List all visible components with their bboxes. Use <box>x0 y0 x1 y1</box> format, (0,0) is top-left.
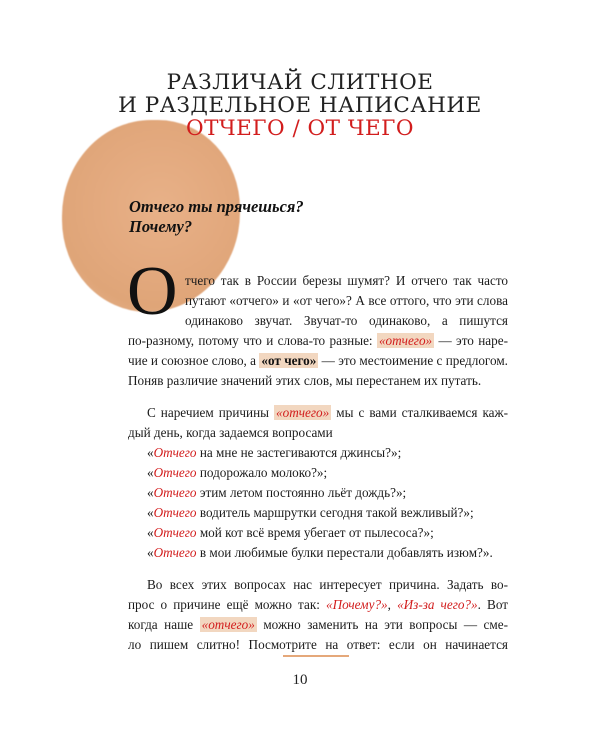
highlight-otchego-2: «отчего» <box>276 405 330 420</box>
example-word: Отчего <box>153 505 197 520</box>
p2-line-1 <box>147 403 508 422</box>
p3-line-3 <box>128 615 508 634</box>
example-word: Отчего <box>153 445 197 460</box>
example-word: Отчего <box>153 545 197 560</box>
quote-open: « <box>147 485 154 500</box>
highlight-ot-chego: «от чего» <box>261 353 317 368</box>
quote-open: « <box>147 545 154 560</box>
example-item <box>147 543 493 562</box>
quote-open: « <box>147 445 154 460</box>
example-word: Отчего <box>153 465 197 480</box>
drop-cap: О <box>127 253 178 330</box>
p1-line-4-text-b: — это наре- <box>434 333 508 348</box>
p3-line-2-text-b: . Вот <box>477 597 508 612</box>
p1-line-5-text-a: чие и союзное слово, а <box>128 353 260 368</box>
quote-open: « <box>147 465 154 480</box>
example-word: Отчего <box>153 525 197 540</box>
example-rest: водитель маршрутки сегодня такой вежливый?»; <box>196 505 474 520</box>
example-item <box>147 443 401 462</box>
question-line-1: Отчего ты прячешься? <box>129 197 304 216</box>
title-line-1: РАЗЛИЧАЙ СЛИТНОЕ <box>166 70 434 95</box>
title-line-3: ОТЧЕГО / ОТ ЧЕГО <box>185 116 415 141</box>
p3-line-2-text-a: прос о причине ещё можно так: <box>128 597 326 612</box>
p1-line-4-text-a: по-разному, потому что и слова-то разные: <box>128 333 377 348</box>
p1-line-2: путают «отчего» и «от чего»? А все оттого, что эти слова <box>185 293 508 308</box>
example-rest: мой кот всё время убегает от пылесоса?»; <box>196 525 434 540</box>
p3-line-4: ло пишем слитно! Посмотрите на ответ: если он начинается <box>128 637 508 652</box>
p1-line-1: тчего так в России березы шумят? И отчего так часто <box>185 273 508 288</box>
example-rest: в мои любимые булки перестали добавлять изюм?». <box>196 545 493 560</box>
example-rest: этим летом постоянно льёт дождь?»; <box>196 485 407 500</box>
p3-line-2 <box>128 595 508 614</box>
question-iz-za-chego: «Из-за чего?» <box>397 597 478 612</box>
footer-divider <box>283 655 349 657</box>
p1-line-3: одинаково звучат. Звучат-то одинаково, а пишутся <box>185 313 508 328</box>
p2-line-1-text-b: мы с вами сталкиваемся каж- <box>331 405 509 420</box>
p1-line-4 <box>128 331 508 350</box>
p2-line-1-text-a: С наречием причины <box>147 405 275 420</box>
page-number: 10 <box>292 672 308 688</box>
p3-line-2-comma: , <box>387 597 398 612</box>
example-item <box>147 523 434 542</box>
p1-line-5 <box>128 351 508 370</box>
p3-line-3-text-b: можно заменить на эти вопросы — сме- <box>256 617 508 632</box>
p1-line-5-text-b: — это местоимение с предлогом. <box>318 353 508 368</box>
p1-line-6: Поняв различие значений этих слов, мы перестанем их путать. <box>128 373 482 388</box>
title-line-2: И РАЗДЕЛЬНОЕ НАПИСАНИЕ <box>118 93 482 118</box>
example-rest: на мне не застегиваются джинсы?»; <box>196 445 402 460</box>
highlight-otchego: «отчего» <box>378 333 433 348</box>
highlight-otchego-3: «отчего» <box>201 617 255 632</box>
quote-open: « <box>147 505 154 520</box>
question-pochemu: «Почему?» <box>326 597 388 612</box>
example-item <box>147 463 327 482</box>
p2-line-2: дый день, когда задаемся вопросами <box>128 425 333 440</box>
p3-line-1: Во всех этих вопросах нас интересует причина. Задать во- <box>147 577 508 592</box>
p3-line-3-text-a: когда наше <box>128 617 200 632</box>
example-item <box>147 483 406 502</box>
example-item <box>147 503 474 522</box>
example-word: Отчего <box>153 485 197 500</box>
example-rest: подорожало молоко?»; <box>196 465 328 480</box>
quote-open: « <box>147 525 154 540</box>
question-line-2: Почему? <box>129 217 193 236</box>
